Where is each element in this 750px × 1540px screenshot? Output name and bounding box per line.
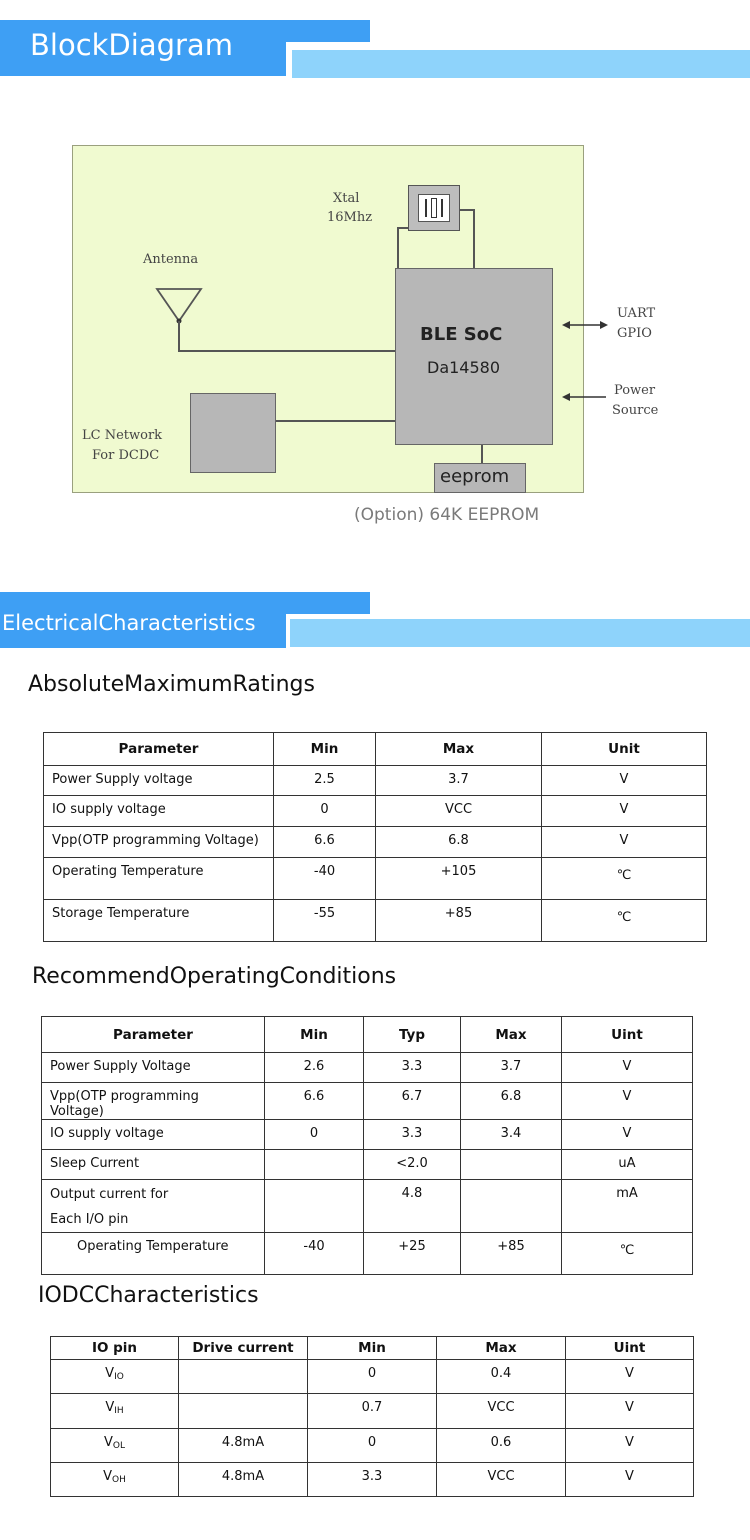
table-cell: V <box>562 1083 693 1120</box>
table-cell: 6.6 <box>274 827 376 858</box>
table-header: Unit <box>542 733 707 766</box>
table-cell: 6.8 <box>376 827 542 858</box>
table-header: Uint <box>566 1337 694 1360</box>
io-pin: V <box>105 1400 115 1415</box>
table-cell: 0.6 <box>437 1429 566 1463</box>
table-header: Min <box>308 1337 437 1360</box>
table-cell <box>179 1394 308 1429</box>
table-cell: 6.8 <box>461 1083 562 1120</box>
eeprom-label: eeprom <box>440 466 510 487</box>
table-cell: V <box>542 827 707 858</box>
table-row <box>44 796 707 827</box>
table-row <box>42 1053 693 1083</box>
table-cell: 3.3 <box>364 1053 461 1083</box>
xtal-label: Xtal <box>333 191 360 206</box>
table-cell: 0 <box>274 796 376 827</box>
table-cell: V <box>542 796 707 827</box>
table-cell: IO supply voltage <box>42 1120 265 1150</box>
table-cell: V <box>566 1463 694 1497</box>
table-cell: V <box>562 1053 693 1083</box>
table-cell: 2.5 <box>274 766 376 796</box>
table-cell: 3.3 <box>308 1463 437 1497</box>
electrical-title: ElectricalCharacteristics <box>2 611 256 635</box>
table-cell: VCC <box>437 1463 566 1497</box>
table-row <box>42 1083 693 1120</box>
recommended-heading: RecommendOperatingConditions <box>32 964 397 989</box>
table-cell <box>51 1429 179 1463</box>
soc-part-number: Da14580 <box>427 358 501 377</box>
antenna-label: Antenna <box>143 252 199 267</box>
table-row <box>42 1233 693 1275</box>
table-cell: +25 <box>364 1233 461 1275</box>
table-cell <box>265 1180 364 1233</box>
table-cell: 0 <box>265 1120 364 1150</box>
gpio-label: GPIO <box>617 326 652 341</box>
ble-soc-chip <box>395 268 553 445</box>
table-cell: ℃ <box>542 900 707 942</box>
table-cell: VCC <box>437 1394 566 1429</box>
table-row <box>51 1429 694 1463</box>
table-row <box>42 1180 693 1233</box>
table-row <box>44 858 707 900</box>
io-pin-sub: OH <box>112 1475 126 1485</box>
source-label: Source <box>612 403 659 418</box>
table-cell <box>51 1463 179 1497</box>
table-header: Drive current <box>179 1337 308 1360</box>
io-pin-sub: IO <box>114 1372 124 1382</box>
table-header: Typ <box>364 1017 461 1053</box>
table-cell: 4.8 <box>364 1180 461 1233</box>
table-cell: 3.4 <box>461 1120 562 1150</box>
table-cell: V <box>566 1360 694 1394</box>
electrical-banner-tab <box>286 592 370 614</box>
table-cell: V <box>562 1120 693 1150</box>
table-cell: Vpp(OTP programming Voltage) <box>42 1083 265 1120</box>
table-cell: -40 <box>265 1233 364 1275</box>
table-cell: VCC <box>376 796 542 827</box>
io-pin: V <box>103 1469 113 1484</box>
table-row <box>51 1463 694 1497</box>
table-header: Max <box>461 1017 562 1053</box>
table-row <box>51 1360 694 1394</box>
table-cell: +105 <box>376 858 542 900</box>
table-cell: 3.3 <box>364 1120 461 1150</box>
table-cell: V <box>566 1429 694 1463</box>
table-cell <box>42 1180 265 1233</box>
table-cell: V <box>542 766 707 796</box>
table-cell: 4.8mA <box>179 1463 308 1497</box>
table-cell: mA <box>562 1180 693 1233</box>
table-cell: 6.7 <box>364 1083 461 1120</box>
block-diagram-lines <box>0 0 750 560</box>
table-row <box>44 827 707 858</box>
table-cell <box>461 1180 562 1233</box>
table-cell: Vpp(OTP programming Voltage) <box>44 827 274 858</box>
table-cell: 3.7 <box>376 766 542 796</box>
absolute-max-heading: AbsoluteMaximumRatings <box>28 672 315 697</box>
io-pin-sub: IH <box>114 1406 124 1416</box>
electrical-banner-stripe <box>290 619 750 647</box>
table-header: Min <box>265 1017 364 1053</box>
output-current-line2: Each I/O pin <box>50 1212 129 1227</box>
table-cell: <2.0 <box>364 1150 461 1180</box>
table-cell: 0 <box>308 1360 437 1394</box>
table-header: Parameter <box>44 733 274 766</box>
table-cell: 0 <box>308 1429 437 1463</box>
table-row <box>44 766 707 796</box>
table-header: Min <box>274 733 376 766</box>
lc-network-label: LC Network <box>82 428 163 443</box>
table-cell <box>461 1150 562 1180</box>
block-diagram-title: BlockDiagram <box>30 28 233 62</box>
table-cell: ℃ <box>562 1233 693 1275</box>
io-pin-sub: OL <box>112 1441 125 1451</box>
table-header: Max <box>376 733 542 766</box>
eeprom-caption: (Option) 64K EEPROM <box>354 505 540 525</box>
io-pin: V <box>105 1366 115 1381</box>
soc-name: BLE SoC <box>420 324 503 345</box>
table-row <box>51 1394 694 1429</box>
table-header: Uint <box>562 1017 693 1053</box>
table-cell: Storage Temperature <box>44 900 274 942</box>
table-cell: Sleep Current <box>42 1150 265 1180</box>
io-pin: V <box>103 1435 113 1450</box>
table-row <box>42 1150 693 1180</box>
iodc-heading: IODCCharacteristics <box>38 1283 259 1308</box>
table-cell: Operating Temperature <box>42 1233 265 1275</box>
table-cell <box>179 1360 308 1394</box>
table-cell: ℃ <box>542 858 707 900</box>
table-row <box>44 900 707 942</box>
table-cell: -40 <box>274 858 376 900</box>
table-cell <box>51 1360 179 1394</box>
crystal-symbol <box>418 194 450 222</box>
table-cell: +85 <box>461 1233 562 1275</box>
recommended-table <box>41 1016 693 1275</box>
table-cell: Power Supply Voltage <box>42 1053 265 1083</box>
table-cell <box>51 1394 179 1429</box>
table-cell: 2.6 <box>265 1053 364 1083</box>
iodc-table <box>50 1336 694 1497</box>
table-cell: Power Supply voltage <box>44 766 274 796</box>
dcdc-label: For DCDC <box>92 448 160 463</box>
table-cell: 3.7 <box>461 1053 562 1083</box>
power-label: Power <box>614 383 656 398</box>
lc-network-component <box>190 393 276 473</box>
xtal-frequency-label: 16Mhz <box>327 210 373 225</box>
table-cell: 4.8mA <box>179 1429 308 1463</box>
table-cell: Operating Temperature <box>44 858 274 900</box>
table-cell: 0.7 <box>308 1394 437 1429</box>
table-header: IO pin <box>51 1337 179 1360</box>
uart-label: UART <box>617 306 656 321</box>
table-cell: 0.4 <box>437 1360 566 1394</box>
output-current-line1: Output current for <box>50 1187 169 1202</box>
table-cell: +85 <box>376 900 542 942</box>
table-cell: uA <box>562 1150 693 1180</box>
table-cell: V <box>566 1394 694 1429</box>
table-cell: IO supply voltage <box>44 796 274 827</box>
table-row <box>42 1120 693 1150</box>
table-cell: 6.6 <box>265 1083 364 1120</box>
table-cell <box>265 1150 364 1180</box>
table-header: Max <box>437 1337 566 1360</box>
table-cell: -55 <box>274 900 376 942</box>
absolute-max-table <box>43 732 707 942</box>
table-header: Parameter <box>42 1017 265 1053</box>
